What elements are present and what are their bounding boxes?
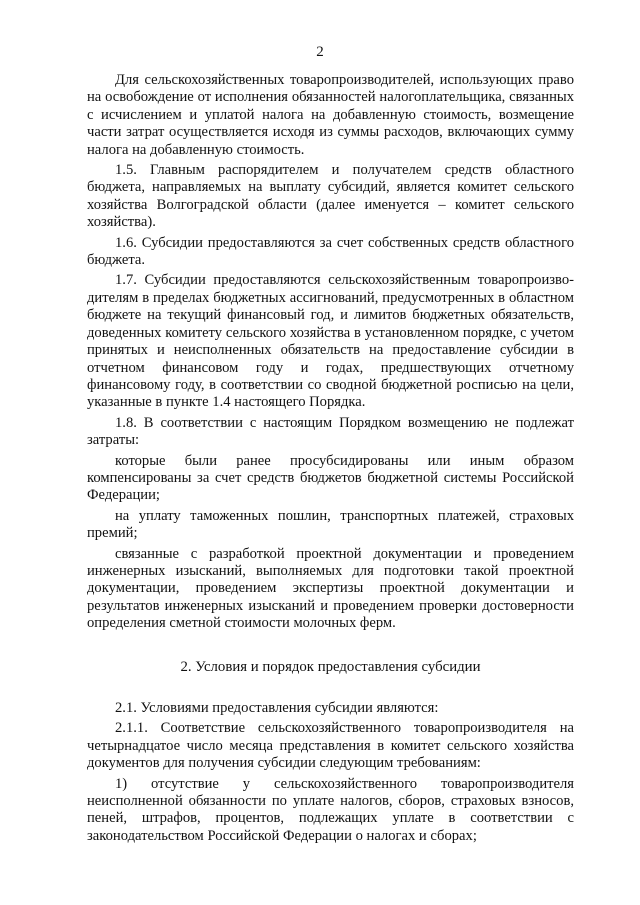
page-number: 2 xyxy=(316,44,324,60)
section-heading: 2. Условия и порядок предоставления субсидии xyxy=(180,658,481,675)
paragraph-vat-exemption: Для сельскохозяйственных товаропроизводителей, использующих право на освобождение от исполнения обязанностей налогоплательщика, связанных с исчислением и уплатой налога на добавленную стоимость, возмещение части затрат осуществляется исходя из суммы расходов, включающих сумму налога на добавленную стоимость. xyxy=(87,72,574,158)
paragraph-2-1-1: 2.1.1. Соответствие сельскохозяйственного товаропроизводителя на четырнадцатое число месяца представления в комитет сельского хозяйства документов для получения субсидии следующим требованиям: xyxy=(87,720,574,772)
paragraph-1-5: 1.5. Главным распорядителем и получателем средств областного бюджета, направляемых на выплату субсидий, является комитет сельского хозяйства Волгоградской области (далее именуется – комитет сельского хозяйства). xyxy=(87,162,574,231)
document-body xyxy=(87,72,574,845)
list-item-customs: на уплату таможенных пошлин, транспортных платежей, страховых премий; xyxy=(87,507,574,542)
paragraph-1-6: 1.6. Субсидии предоставляются за счет собственных средств областного бюджета. xyxy=(87,234,574,269)
paragraph-1-7: 1.7. Субсидии предоставляются сельскохозяйственным товаропроизво-дителям в пределах бюджетных ассигнований, предусмотренных в областном бюджете на текущий финансовый год, и лимитов бюджетных обязательств, доведенных комитету сельского хозяйства в установленном порядке, с учетом принятых и неисполненных обязательств на предоставление субсидии в отчетном финансовом году и годах, предшествующих отчетному финансовому году, в соответствии со сводной бюджетной росписью на цели, указанные в пункте 1.4 настоящего Порядка. xyxy=(87,272,574,411)
list-item-requirement-1: 1) отсутствие у сельскохозяйственного товаропроизводителя неисполненной обязанности по уплате налогов, сборов, страховых взносов, пеней, штрафов, процентов, подлежащих уплате в соответствии с законодательством Российской Федерации о налогах и сборах; xyxy=(87,775,574,844)
list-item-subsidized: которые были ранее просубсидированы или иным образом компенсированы за счет средств бюджетов бюджетной системы Российской Федерации; xyxy=(87,452,574,504)
paragraph-1-8: 1.8. В соответствии с настоящим Порядком возмещению не подлежат затраты: xyxy=(87,414,574,449)
paragraph-2-1: 2.1. Условиями предоставления субсидии являются: xyxy=(115,700,439,716)
list-item-design-docs: связанные с разработкой проектной документации и проведением инженерных изысканий, выполняемых для подготовки такой проектной документации, проведением экспертизы проектной документации и результатов инженерных изысканий и проведением проверки достоверности определения сметной стоимости молочных ферм. xyxy=(87,545,574,632)
